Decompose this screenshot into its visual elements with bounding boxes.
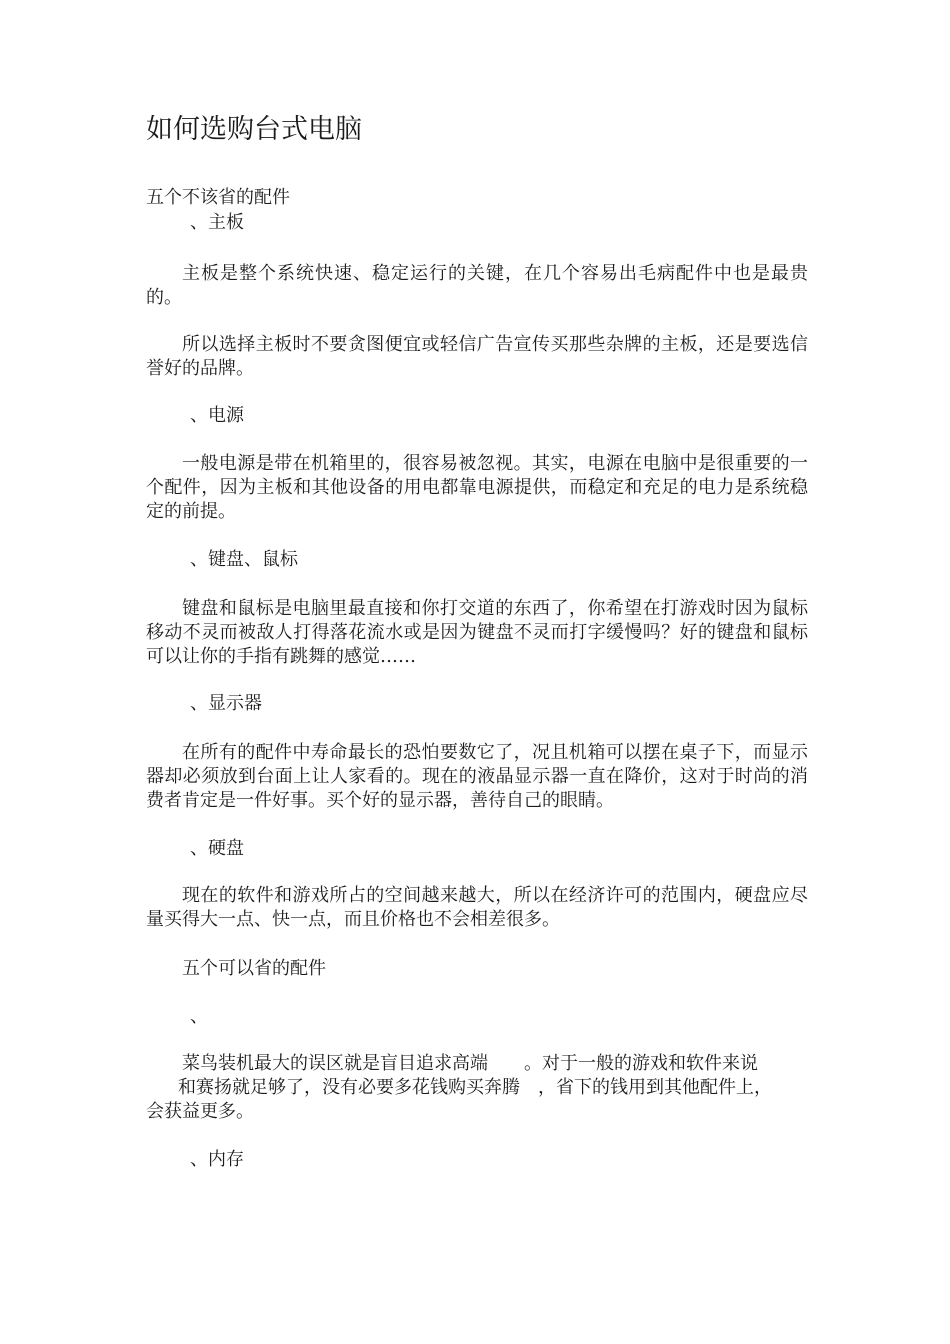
paragraph-cpu-line-1: 菜鸟装机最大的误区就是盲目追求高端 。对于一般的游戏和软件来说 — [182, 1053, 758, 1074]
paragraph-cpu-line-3: 会获益更多。 — [146, 1101, 254, 1122]
subheading-monitor: 、显示器 — [190, 693, 262, 714]
subheading-keyboard-mouse: 、键盘、鼠标 — [190, 549, 298, 570]
section-heading-can-save: 五个可以省的配件 — [182, 958, 326, 979]
subheading-motherboard: 、主板 — [190, 212, 244, 233]
subheading-memory: 、内存 — [190, 1149, 244, 1170]
paragraph-hard-disk: 现在的软件和游戏所占的空间越来越大，所以在经济许可的范围内，硬盘应尽量买得大一点、快一点，而且价格也不会相差很多。 — [146, 885, 808, 930]
paragraph-monitor: 在所有的配件中寿命最长的恐怕要数它了，况且机箱可以摆在桌子下，而显示器却必须放到台面上让人家看的。现在的液晶显示器一直在降价，这对于时尚的消费者肯定是一件好事。买个好的显示器，善待自己的眼睛。 — [146, 742, 808, 811]
paragraph-motherboard-2: 所以选择主板时不要贪图便宜或轻信广告宣传买那些杂牌的主板，还是要选信誉好的品牌。 — [146, 334, 808, 379]
paragraph-cpu-line-2: 和赛扬就足够了，没有必要多花钱购买奔腾 ，省下的钱用到其他配件上， — [178, 1077, 772, 1098]
document-title: 如何选购台式电脑 — [146, 114, 362, 145]
subheading-hard-disk: 、硬盘 — [190, 838, 244, 859]
paragraph-keyboard-mouse: 键盘和鼠标是电脑里最直接和你打交道的东西了，你希望在打游戏时因为鼠标移动不灵而被敌人打得落花流水或是因为键盘不灵而打字缓慢吗？好的键盘和鼠标可以让你的手指有跳舞的感觉…… — [146, 598, 808, 667]
subheading-cpu: 、 — [190, 1006, 208, 1027]
section-heading-not-to-save: 五个不该省的配件 — [146, 187, 290, 208]
paragraph-motherboard-1: 主板是整个系统快速、稳定运行的关键，在几个容易出毛病配件中也是最贵的。 — [146, 263, 808, 308]
subheading-power-supply: 、电源 — [190, 405, 244, 426]
paragraph-power-supply: 一般电源是带在机箱里的，很容易被忽视。其实，电源在电脑中是很重要的一个配件，因为主板和其他设备的用电都靠电源提供，而稳定和充足的电力是系统稳定的前提。 — [146, 453, 808, 522]
